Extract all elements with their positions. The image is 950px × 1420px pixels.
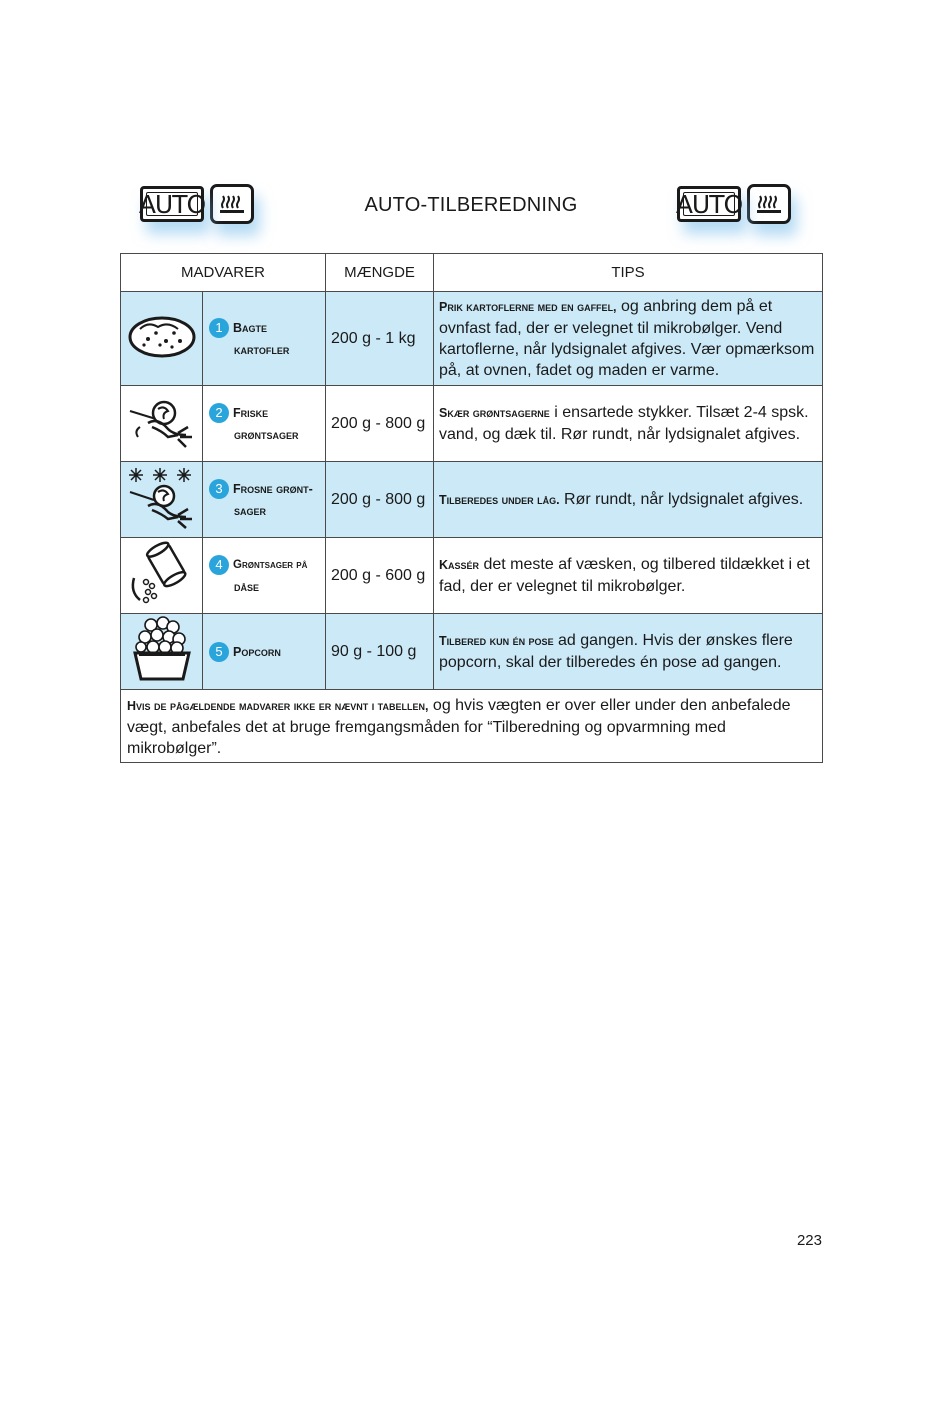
tip-lead: Tilberedes under låg. bbox=[439, 492, 560, 507]
page-header bbox=[120, 184, 822, 244]
food-name-line2: grøntsager bbox=[234, 427, 299, 442]
food-name-line2: sager bbox=[234, 503, 267, 518]
tip-lead: Skær grøntsagerne bbox=[439, 406, 550, 420]
popcorn-icon bbox=[121, 614, 203, 690]
quantity: 200 g - 1 kg bbox=[326, 292, 434, 386]
tip-lead: Tilbered kun én pose bbox=[439, 634, 554, 648]
quantity: 200 g - 600 g bbox=[326, 538, 434, 614]
food-name bbox=[203, 614, 326, 690]
footer-lead: Hvis de pågældende madvarer ikke er nævnt i tabellen, bbox=[127, 699, 429, 713]
quantity: 90 g - 100 g bbox=[326, 614, 434, 690]
food-name bbox=[203, 292, 326, 386]
food-name-line1: Grøntsager på bbox=[233, 559, 308, 571]
table-row bbox=[121, 462, 823, 538]
table-footer-note bbox=[121, 690, 823, 763]
auto-icon bbox=[677, 186, 741, 222]
food-name-line2: kartofler bbox=[234, 342, 290, 357]
auto-label: AUTO bbox=[675, 189, 743, 219]
page-title: AUTO-TILBEREDNING bbox=[364, 194, 578, 216]
table-row bbox=[121, 292, 823, 386]
auto-badge-group-right bbox=[677, 184, 791, 224]
table-row bbox=[121, 614, 823, 690]
column-header-tips: TIPS bbox=[434, 254, 823, 292]
fresh-vegetables-icon bbox=[121, 386, 203, 462]
food-name bbox=[203, 386, 326, 462]
table-footer-row bbox=[121, 690, 823, 763]
tip-lead: Kassér bbox=[439, 558, 480, 572]
auto-label: AUTO bbox=[138, 189, 206, 219]
column-header-madvarer: MADVARER bbox=[121, 254, 326, 292]
microwave-icon bbox=[747, 184, 791, 224]
food-name bbox=[203, 538, 326, 614]
table-header-row bbox=[121, 254, 823, 292]
column-header-maengde: MÆNGDE bbox=[326, 254, 434, 292]
food-name-line1: Frosne grønt- bbox=[233, 481, 313, 496]
tip-lead: Prik kartoflerne med en gaffel, bbox=[439, 300, 617, 314]
number-badge: 3 bbox=[209, 479, 229, 499]
tip bbox=[434, 614, 823, 690]
food-name-line1: Friske bbox=[233, 405, 269, 420]
food-name-line1: Bagte bbox=[233, 320, 268, 335]
tip bbox=[434, 386, 823, 462]
page-number: 223 bbox=[796, 1232, 822, 1249]
auto-cooking-table bbox=[120, 253, 823, 763]
footer-text: og hvis vægten er over eller under den anbefalede vægt, anbefales det at bruge fremgangsmåden for “Tilberedning og opvarmning med mikrobølger”. bbox=[127, 697, 791, 757]
number-badge: 1 bbox=[209, 318, 229, 338]
table-row bbox=[121, 538, 823, 614]
tip bbox=[434, 292, 823, 386]
number-badge: 2 bbox=[209, 403, 229, 423]
tip-text: og anbring dem på et ovnfast fad, der er velegnet til mikrobølger. Vend kartoflerne, når lydsignalet afgives. Vær opmærksom på, at ovnen, fadet og maden er varme. bbox=[439, 298, 815, 379]
tip-text: i ensartede stykker. Tilsæt 2-4 spsk. vand, og dæk til. Rør rundt, når lydsignalet afgives. bbox=[439, 404, 809, 443]
food-name-line2: dåse bbox=[234, 580, 260, 594]
tip-text: ad gangen. Hvis der ønskes flere popcorn, skal der tilberedes én pose ad gangen. bbox=[439, 632, 793, 671]
canned-vegetables-icon bbox=[121, 538, 203, 614]
frozen-vegetables-icon bbox=[121, 462, 203, 538]
number-badge: 5 bbox=[209, 642, 229, 662]
baked-potato-icon bbox=[121, 292, 203, 386]
tip bbox=[434, 462, 823, 538]
tip bbox=[434, 538, 823, 614]
table-row bbox=[121, 386, 823, 462]
food-name bbox=[203, 462, 326, 538]
quantity: 200 g - 800 g bbox=[326, 386, 434, 462]
tip-text: det meste af væsken, og tilbered tildækket i et fad, der er velegnet til mikrobølger. bbox=[439, 556, 810, 595]
quantity: 200 g - 800 g bbox=[326, 462, 434, 538]
tip-text: Rør rundt, når lydsignalet afgives. bbox=[559, 490, 804, 508]
food-name-line1: Popcorn bbox=[233, 644, 281, 659]
number-badge: 4 bbox=[209, 555, 229, 575]
